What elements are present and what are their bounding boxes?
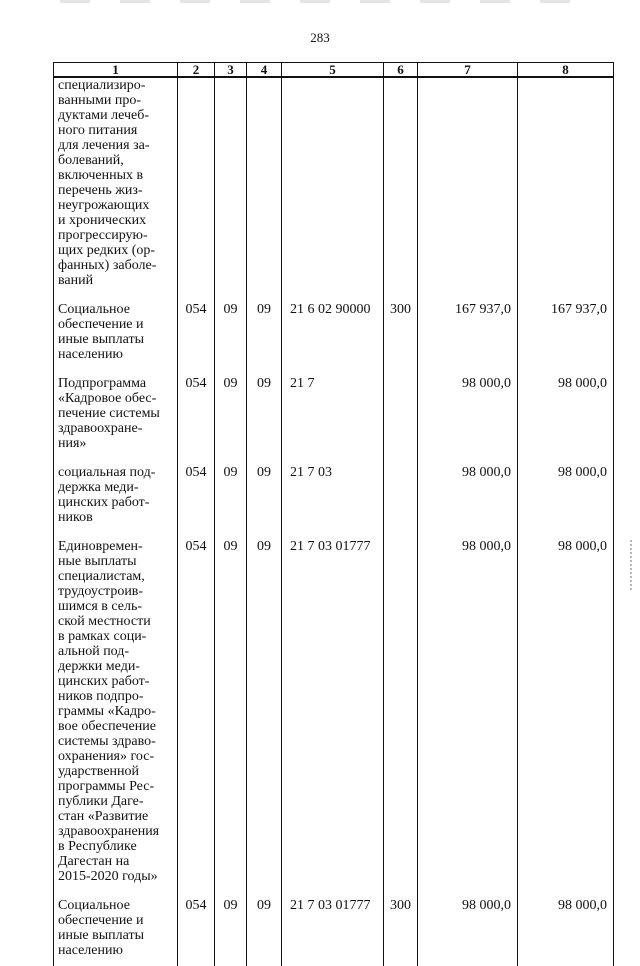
row-amount-7: 98 000,0 <box>418 362 518 451</box>
table-row <box>54 288 614 362</box>
row-amount-8: 167 937,0 <box>518 288 614 362</box>
column-header-2: 2 <box>178 63 215 78</box>
row-description: Единовремен- ные выплаты специалистам, трудоустроив- шимся в сель- ской местности в рамках соци- альной под- держки меди- цинских работ- ников подпро- граммы «Кадро- вое обеспечение системы здраво- охранения» гос- ударственной программы Рес- публики Даге- стан «Развитие здравоохранения в Республике Дагестан на 2015-2020 годы» <box>54 525 178 884</box>
row-target-article: 21 7 03 <box>282 451 384 525</box>
row-target-article: 21 7 03 01777 <box>282 884 384 966</box>
table-row <box>54 451 614 525</box>
budget-table <box>53 62 614 966</box>
row-target-article <box>282 77 384 288</box>
scan-artifact-right <box>630 540 632 590</box>
column-header-8: 8 <box>518 63 614 78</box>
row-code-admin: 054 <box>178 525 215 884</box>
row-amount-8: 98 000,0 <box>518 884 614 966</box>
row-amount-8: 98 000,0 <box>518 525 614 884</box>
row-code-subsection: 09 <box>247 362 282 451</box>
row-code-admin: 054 <box>178 884 215 966</box>
row-code-admin: 054 <box>178 362 215 451</box>
row-description: Социальное обеспечение и иные выплаты населению <box>54 884 178 966</box>
table-row <box>54 525 614 884</box>
row-description: социальная под- держка меди- цинских работ- ников <box>54 451 178 525</box>
table-header-row <box>54 63 614 78</box>
table-body <box>54 77 614 966</box>
row-amount-7: 98 000,0 <box>418 451 518 525</box>
row-description: Социальное обеспечение и иные выплаты населению <box>54 288 178 362</box>
column-header-7: 7 <box>418 63 518 78</box>
row-code-section: 09 <box>215 362 247 451</box>
row-amount-7: 167 937,0 <box>418 288 518 362</box>
row-expense-type: 300 <box>384 288 418 362</box>
row-code-subsection <box>247 77 282 288</box>
table-row <box>54 77 614 288</box>
row-code-subsection: 09 <box>247 884 282 966</box>
row-code-section <box>215 77 247 288</box>
table-row <box>54 362 614 451</box>
row-expense-type <box>384 451 418 525</box>
row-expense-type <box>384 525 418 884</box>
column-header-4: 4 <box>247 63 282 78</box>
column-header-5: 5 <box>282 63 384 78</box>
row-code-subsection: 09 <box>247 451 282 525</box>
row-code-section: 09 <box>215 288 247 362</box>
row-amount-7 <box>418 77 518 288</box>
row-target-article: 21 7 <box>282 362 384 451</box>
row-description: Подпрограмма «Кадровое обес- печение системы здравоохране- ния» <box>54 362 178 451</box>
page-number: 283 <box>310 30 330 45</box>
scan-artifact-top <box>60 0 580 3</box>
row-target-article: 21 7 03 01777 <box>282 525 384 884</box>
table-row <box>54 884 614 966</box>
row-target-article: 21 6 02 90000 <box>282 288 384 362</box>
row-code-admin: 054 <box>178 451 215 525</box>
row-code-admin <box>178 77 215 288</box>
row-code-section: 09 <box>215 525 247 884</box>
column-header-6: 6 <box>384 63 418 78</box>
row-code-section: 09 <box>215 884 247 966</box>
row-amount-8 <box>518 77 614 288</box>
row-amount-8: 98 000,0 <box>518 362 614 451</box>
row-expense-type: 300 <box>384 884 418 966</box>
row-description: специализиро- ванными про- дуктами лечеб- ного питания для лечения за- болеваний, включенных в перечень жиз- неугрожающих и хронических прогрессирую- щих редких (ор- фанных) заболе- ваний <box>54 77 178 288</box>
column-header-3: 3 <box>215 63 247 78</box>
row-amount-7: 98 000,0 <box>418 525 518 884</box>
column-header-1: 1 <box>54 63 178 78</box>
row-code-section: 09 <box>215 451 247 525</box>
row-expense-type <box>384 362 418 451</box>
row-amount-7: 98 000,0 <box>418 884 518 966</box>
row-expense-type <box>384 77 418 288</box>
row-amount-8: 98 000,0 <box>518 451 614 525</box>
row-code-subsection: 09 <box>247 288 282 362</box>
row-code-admin: 054 <box>178 288 215 362</box>
row-code-subsection: 09 <box>247 525 282 884</box>
